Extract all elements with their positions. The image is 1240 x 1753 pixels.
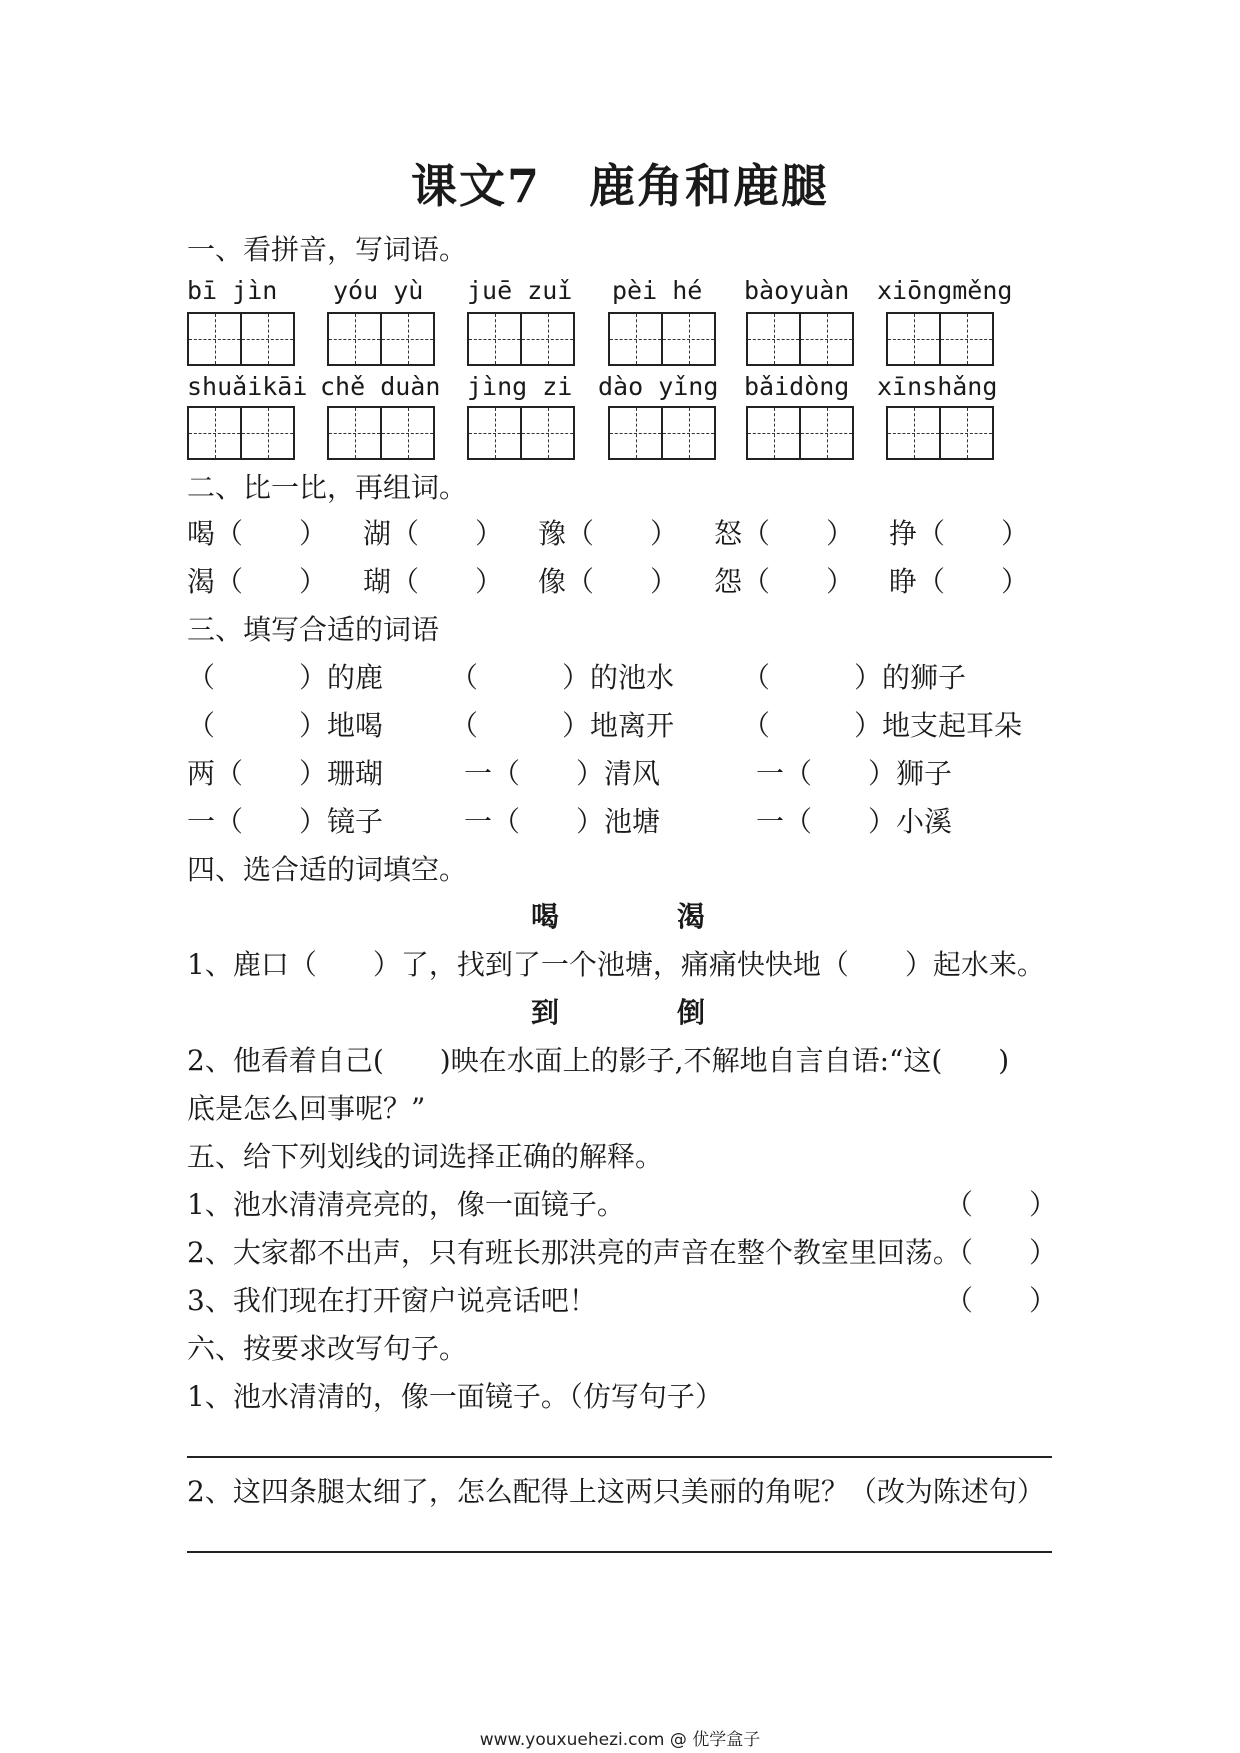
writing-grid[interactable] — [746, 406, 854, 460]
writing-grid[interactable] — [608, 406, 716, 460]
pinyin-1-5: bàoyuàn — [744, 276, 850, 305]
compare-item: 喝（ ） — [187, 517, 328, 550]
pinyin-2-2: chě duàn — [320, 372, 441, 401]
pinyin-1-4: pèi hé — [612, 276, 703, 305]
compare-item: 渴（ ） — [187, 565, 328, 598]
fill-item: （ ）地喝 — [187, 709, 384, 742]
pinyin-2-5: bǎidòng — [744, 372, 850, 401]
section-3-heading: 三、填写合适的词语 — [187, 613, 440, 646]
writing-grid[interactable] — [608, 312, 716, 366]
writing-grid[interactable] — [187, 406, 295, 460]
question-5-1: 1、池水清清亮亮的，像一面镜子。 — [187, 1188, 625, 1221]
page-title: 课文7 鹿角和鹿腿 — [410, 159, 829, 213]
writing-grid[interactable] — [467, 406, 575, 460]
fill-item: （ ）的池水 — [450, 661, 675, 694]
answer-blank: （ ） — [945, 1188, 1058, 1221]
section-6-heading: 六、按要求改写句子。 — [187, 1332, 468, 1365]
fill-item: 一（ ）清风 — [464, 757, 661, 790]
writing-grid[interactable] — [746, 312, 854, 366]
writing-grid[interactable] — [886, 312, 994, 366]
writing-grid[interactable] — [886, 406, 994, 460]
footer-watermark: www.youxuehezi.com @ 优学盒子 — [479, 1730, 761, 1750]
answer-line — [187, 1456, 1052, 1458]
pinyin-2-1: shuǎikāi — [187, 372, 308, 401]
pinyin-2-6: xīnshǎng — [877, 372, 998, 401]
compare-item: 怨（ ） — [714, 565, 855, 598]
pinyin-1-2: yóu yù — [333, 276, 424, 305]
compare-item: 湖（ ） — [363, 517, 504, 550]
question-6-1: 1、池水清清的，像一面镜子。（仿写句子） — [187, 1380, 723, 1413]
compare-item: 像（ ） — [538, 565, 679, 598]
section-4-heading: 四、选合适的词填空。 — [187, 853, 468, 886]
fill-item: 一（ ）狮子 — [756, 757, 953, 790]
writing-grid[interactable] — [467, 312, 575, 366]
question-6-2: 2、这四条腿太细了，怎么配得上这两只美丽的角呢？（改为陈述句） — [187, 1475, 1045, 1508]
question-5-2: 2、大家都不出声，只有班长那洪亮的声音在整个教室里回荡。 — [187, 1236, 961, 1269]
writing-grid[interactable] — [187, 312, 295, 366]
fill-item: （ ）的鹿 — [187, 661, 384, 694]
fill-item: 一（ ）池塘 — [464, 805, 661, 838]
fill-item: 两（ ）珊瑚 — [187, 757, 384, 790]
section-5-heading: 五、给下列划线的词选择正确的解释。 — [187, 1140, 664, 1173]
pinyin-1-1: bī jìn — [187, 276, 278, 305]
choice-word: 喝 — [531, 900, 560, 933]
answer-blank: （ ） — [945, 1284, 1058, 1317]
pinyin-1-3: juē zuǐ — [467, 276, 573, 305]
answer-blank: （ ） — [945, 1236, 1058, 1269]
answer-line — [187, 1551, 1052, 1553]
question-4-1: 1、鹿口（ ）了，找到了一个池塘，痛痛快快地（ ）起水来。 — [187, 948, 1045, 981]
fill-item: （ ）的狮子 — [742, 661, 967, 694]
section-2-heading: 二、比一比，再组词。 — [187, 471, 468, 504]
question-5-3: 3、我们现在打开窗户说亮话吧！ — [187, 1284, 597, 1317]
compare-item: 睁（ ） — [889, 565, 1030, 598]
fill-item: （ ）地支起耳朵 — [742, 709, 1023, 742]
compare-item: 怒（ ） — [714, 517, 855, 550]
choice-word: 到 — [531, 996, 560, 1029]
writing-grid[interactable] — [327, 406, 435, 460]
question-4-2: 2、他看着自己( )映在水面上的影子,不解地自言自语:“这( ) — [187, 1044, 1010, 1077]
compare-item: 瑚（ ） — [363, 565, 504, 598]
fill-item: （ ）地离开 — [450, 709, 675, 742]
pinyin-2-3: jìng zi — [467, 372, 573, 401]
fill-item: 一（ ）镜子 — [187, 805, 384, 838]
pinyin-1-6: xiōngměng — [877, 276, 1013, 305]
writing-grid[interactable] — [327, 312, 435, 366]
choice-word: 渴 — [677, 900, 706, 933]
choice-word: 倒 — [677, 996, 706, 1029]
section-1-heading: 一、看拼音，写词语。 — [187, 233, 468, 266]
pinyin-2-4: dào yǐng — [598, 372, 719, 401]
compare-item: 挣（ ） — [889, 517, 1030, 550]
question-4-2-cont: 底是怎么回事呢？” — [187, 1092, 426, 1125]
fill-item: 一（ ）小溪 — [756, 805, 953, 838]
compare-item: 豫（ ） — [538, 517, 679, 550]
